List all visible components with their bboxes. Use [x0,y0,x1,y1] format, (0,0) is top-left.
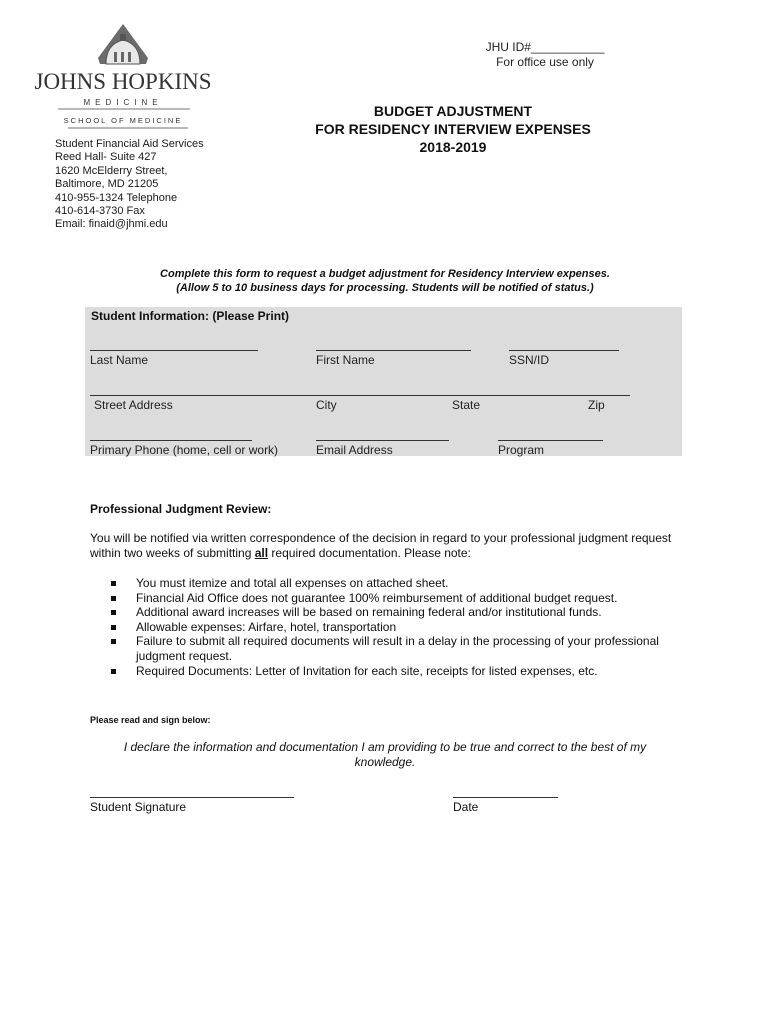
phone-label: Primary Phone (home, cell or work) [90,443,279,457]
ssn-label: SSN/ID [509,353,550,367]
address-line: Reed Hall- Suite 427 [55,151,157,164]
list-item [108,634,678,663]
title-line: BUDGET ADJUSTMENT [373,103,533,119]
logo-name: JOHNS HOPKINS [34,69,212,94]
zip-label: Zip [588,398,605,412]
email-line[interactable] [316,440,449,441]
program-line[interactable] [498,440,603,441]
bullet-icon [111,625,116,630]
intro-emphasis: all [254,545,269,560]
instruction-line: Complete this form to request a budget adjustment for Residency Interview expenses. [160,268,610,280]
address-line: Student Financial Aid Services [55,138,204,150]
list-item-text: Required Documents: Letter of Invitation for each site, receipts for listed expenses, etc. [136,663,598,678]
address-line: 410-614-3730 Fax [55,205,145,218]
list-item [108,620,678,635]
student-signature-line[interactable] [90,797,294,798]
bullet-icon [111,669,116,674]
list-item [108,605,678,620]
sign-prompt: Please read and sign below: [90,715,211,725]
jhu-id-field: JHU ID#___________ [485,40,605,54]
dome-emblem-icon [34,20,212,132]
office-use-note: For office use only [496,55,594,69]
city-label: City [316,398,337,412]
list-item-text: Additional award increases will be based on remaining federal and/or institutional funds. [136,605,602,620]
list-item [108,591,678,606]
list-item-text: Allowable expenses: Airfare, hotel, transportation [136,619,397,634]
list-item-text: You must itemize and total all expenses on attached sheet. [136,576,449,590]
student-info-heading: Student Information: (Please Print) [91,309,290,323]
title-line: 2018-2019 [419,139,487,155]
address-line: Email: finaid@jhmi.edu [55,218,168,231]
email-label: Email Address [316,443,393,457]
instruction-line: (Allow 5 to 10 business days for processing. Students will be notified of status.) [176,282,594,294]
bullet-icon [111,596,116,601]
address-line: 1620 McElderry Street, [55,164,168,177]
first-name-label: First Name [316,353,375,367]
intro-text: You will be notified via written correspondence of the decision in regard to your professional judgment request within two weeks of submitting [90,531,672,560]
requirements-list [108,576,678,678]
bullet-icon [111,639,116,644]
program-label: Program [498,443,545,457]
student-signature-label: Student Signature [90,800,187,814]
intro-text-end: required documentation. Please note: [268,545,471,560]
address-line: 410-955-1324 Telephone [55,191,178,204]
review-heading: Professional Judgment Review: [90,502,272,516]
logo-sub: MEDICINE [83,98,163,107]
phone-line[interactable] [90,440,252,441]
bullet-icon [111,610,116,615]
list-item-text: Financial Aid Office does not guarantee 100% reimbursement of additional budget request. [136,590,618,605]
declaration-text: I declare the information and documentation I am providing to be true and correct to the best of my knowledge. [123,740,647,769]
review-intro [90,531,680,560]
street-address-label: Street Address [94,398,173,412]
office-address [55,138,204,232]
form-instructions [60,267,710,295]
address-line-field[interactable] [90,395,630,396]
johns-hopkins-medicine-logo [34,20,212,132]
ssn-line[interactable] [509,350,619,351]
logo-school: SCHOOL OF MEDICINE [63,116,183,125]
date-line[interactable] [453,797,558,798]
address-line: Baltimore, MD 21205 [55,178,159,191]
form-title [290,102,616,156]
date-label: Date [453,800,479,814]
bullet-icon [111,581,116,586]
first-name-line[interactable] [316,350,471,351]
state-label: State [452,398,481,412]
student-information-section [85,307,682,456]
list-item [108,664,678,679]
title-line: FOR RESIDENCY INTERVIEW EXPENSES [315,121,591,137]
last-name-line[interactable] [90,350,258,351]
last-name-label: Last Name [90,353,149,367]
jhu-id-block [470,40,620,70]
list-item-text: Failure to submit all required documents will result in a delay in the processing of your professional judgment request. [136,634,659,663]
list-item [108,576,678,591]
